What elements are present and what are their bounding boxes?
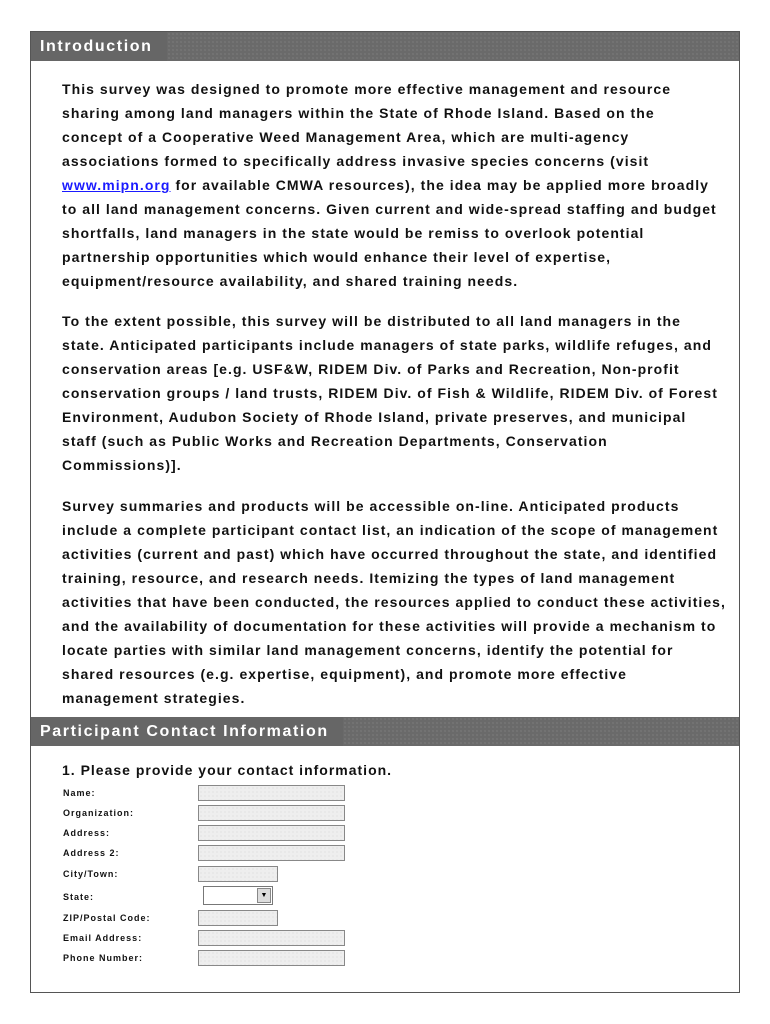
text-line: conservation areas [e.g. USF&W, RIDEM Div. of Parks and Recreation, Non-profit (62, 361, 680, 377)
text-line: partnership opportunities which would enhance their level of expertise, (62, 249, 612, 265)
text-line: equipment/resource availability, and shared training needs. (62, 273, 519, 289)
text-line: Survey summaries and products will be accessible on-line. Anticipated products (62, 498, 680, 514)
text-line: staff (such as Public Works and Recreation Departments, Conservation (62, 433, 608, 449)
field-label: Email Address: (63, 933, 143, 943)
city-row (63, 866, 723, 886)
address2-row (63, 845, 723, 865)
text-line (62, 173, 742, 197)
survey-page (30, 31, 740, 993)
mipn-link[interactable]: www.mipn.org (62, 177, 171, 193)
email-input[interactable] (198, 930, 345, 946)
text-line: concept of a Cooperative Weed Management Area, which are multi-agency (62, 129, 630, 145)
text-line: shortfalls, land managers in the state would be remiss to overlook potential (62, 225, 645, 241)
field-label: Address 2: (63, 848, 120, 858)
contact-header (31, 717, 739, 746)
phone-row (63, 950, 723, 970)
zip-input[interactable] (198, 910, 278, 926)
text-line: state. Anticipated participants include managers of state parks, wildlife refuges, and (62, 337, 712, 353)
text-line: Environment, Audubon Society of Rhode Island, private preserves, and municipal (62, 409, 687, 425)
field-label: Phone Number: (63, 953, 144, 963)
text-line: and the availability of documentation for these activities will provide a mechanism to (62, 618, 717, 634)
address2-input[interactable] (198, 845, 345, 861)
text-line: associations formed to specifically address invasive species concerns (visit (62, 153, 650, 169)
name-input[interactable] (198, 785, 345, 801)
question-1: 1. Please provide your contact information. (62, 762, 393, 778)
address-input[interactable] (198, 825, 345, 841)
field-label: City/Town: (63, 869, 119, 879)
field-label: ZIP/Postal Code: (63, 913, 151, 923)
email-row (63, 930, 723, 950)
state-select[interactable] (203, 886, 273, 905)
text-line: include a complete participant contact list, an indication of the scope of management (62, 522, 719, 538)
text-line: conservation groups / land trusts, RIDEM Div. of Fish & Wildlife, RIDEM Div. of Forest (62, 385, 718, 401)
text-line: sharing among land managers within the State of Rhode Island. Based on the (62, 105, 655, 121)
organization-input[interactable] (198, 805, 345, 821)
text-line: Commissions)]. (62, 457, 182, 473)
field-label: Organization: (63, 808, 134, 818)
city-input[interactable] (198, 866, 278, 882)
chevron-down-icon[interactable]: ▼ (257, 888, 271, 903)
text-line: shared resources (e.g. expertise, equipment), and promote more effective (62, 666, 627, 682)
text-line: activities that have been conducted, the resources applied to conduct these activities, (62, 594, 726, 610)
intro-paragraph-1 (62, 77, 742, 293)
name-row (63, 785, 723, 805)
organization-row (63, 805, 723, 825)
contact-title: Participant Contact Information (31, 717, 343, 746)
field-label: Name: (63, 788, 96, 798)
intro-paragraph-2 (62, 309, 742, 477)
phone-input[interactable] (198, 950, 345, 966)
text-line: training, resource, and research needs. Itemizing the types of land management (62, 570, 676, 586)
text-line: to all land management concerns. Given current and wide-spread staffing and budget (62, 201, 717, 217)
intro-header (31, 32, 739, 61)
address-row (63, 825, 723, 845)
field-label: State: (63, 892, 95, 902)
intro-title: Introduction (31, 32, 167, 61)
text-span: for available CMWA resources), the idea may be applied more broadly (170, 177, 709, 193)
state-row (63, 886, 723, 906)
zip-row (63, 910, 723, 930)
text-line: To the extent possible, this survey will be distributed to all land managers in the (62, 313, 681, 329)
text-line: management strategies. (62, 690, 246, 706)
text-line: This survey was designed to promote more effective management and resource (62, 81, 672, 97)
text-line: locate parties with similar land management concerns, identify the potential for (62, 642, 674, 658)
field-label: Address: (63, 828, 111, 838)
intro-paragraph-3 (62, 494, 742, 710)
text-line: activities (current and past) which have occurred throughout the state, and identified (62, 546, 718, 562)
